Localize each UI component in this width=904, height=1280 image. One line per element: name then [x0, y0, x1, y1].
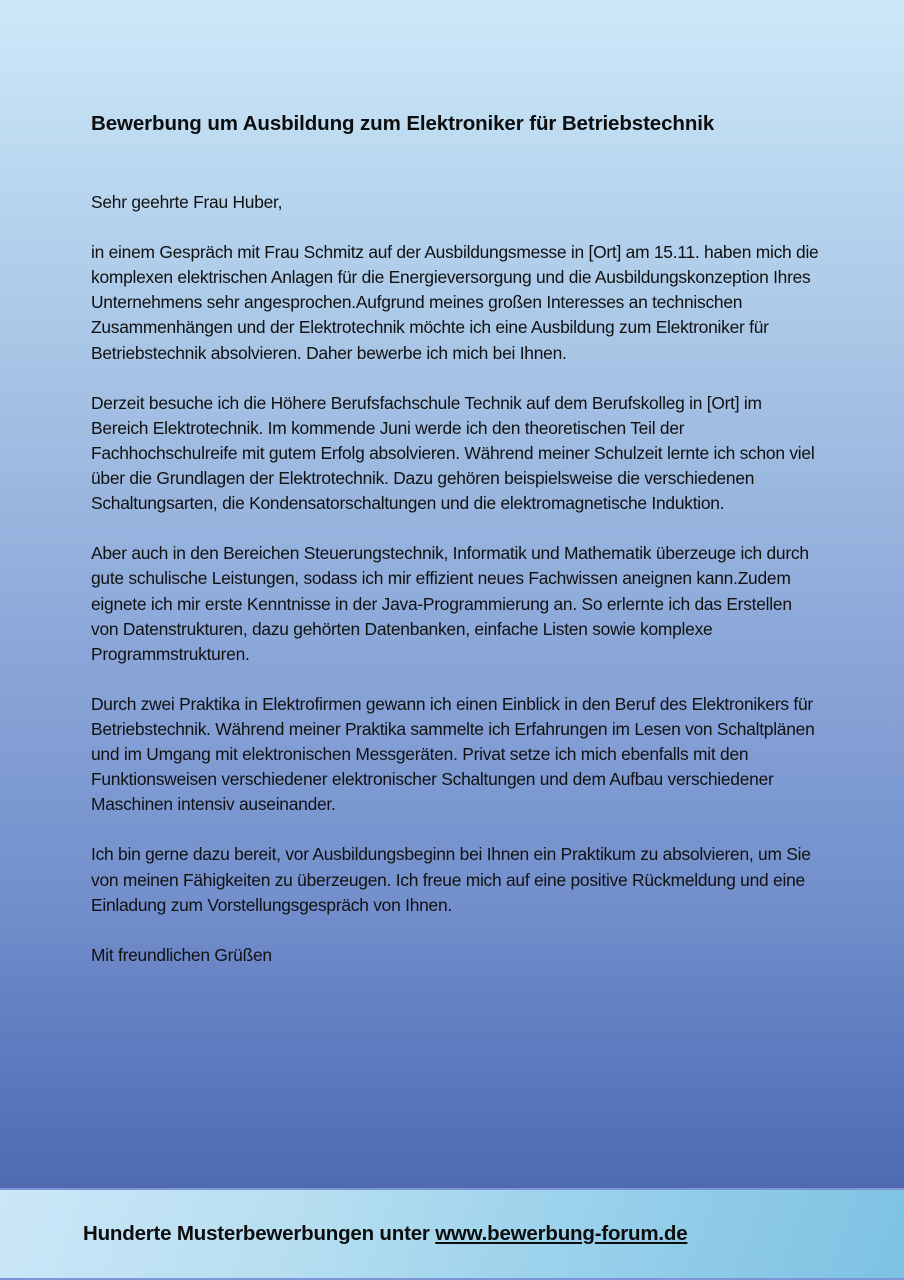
paragraph-school: Derzeit besuche ich die Höhere Berufsfachschule Technik auf dem Berufskolleg in [Ort] im Bereich Elektrotechnik. Im kommende Juni werde ich den theoretischen Teil der Fachhochschulreife mit gutem Erfolg absolvieren. Während meiner Schulzeit lernte ich schon viel über die Grundlagen der Elektrotechnik. Dazu gehören beispielsweise die verschiedenen Schaltungsarten, die Kondensatorschaltungen und die elektromagnetische Induktion. [91, 392, 815, 514]
footer-banner [0, 1188, 904, 1280]
paragraph-closing: Ich bin gerne dazu bereit, vor Ausbildungsbeginn bei Ihnen ein Praktikum zu absolvieren, um Sie von meinen Fähigkeiten zu überzeugen. Ich freue mich auf eine positive Rückmeldung und eine Einladung zum Vorstellungsgespräch von Ihnen. [91, 844, 811, 915]
letter-body [91, 190, 821, 993]
closing-greeting: Mit freundlichen Grüßen [91, 944, 272, 965]
paragraph-internships: Durch zwei Praktika in Elektrofirmen gewann ich einen Einblick in den Beruf des Elektronikers für Betriebstechnik. Während meiner Praktika sammelte ich Erfahrungen im Lesen von Schaltplänen und im Umgang mit elektronischen Messgeräten. Privat setze ich mich ebenfalls mit den Funktionsweisen verschiedener elektronischer Schaltungen und dem Aufbau verschiedener Maschinen intensiv auseinander. [91, 693, 815, 815]
footer-promo-text: Hunderte Musterbewerbungen unter [83, 1222, 436, 1245]
footer-website-link[interactable]: www.bewerbung-forum.de [435, 1222, 688, 1245]
document-title: Bewerbung um Ausbildung zum Elektroniker für Betriebstechnik [91, 112, 715, 135]
salutation: Sehr geehrte Frau Huber, [91, 192, 283, 212]
footer-promo [83, 1222, 687, 1246]
paragraph-intro: in einem Gespräch mit Frau Schmitz auf der Ausbildungsmesse in [Ort] am 15.11. haben mich die komplexen elektrischen Anlagen für die Energieversorgung und die Ausbildungskonzeption Ihres Unternehmens sehr angesprochen.Aufgrund meines großen Interesses an technischen Zusammenhängen und der Elektrotechnik möchte ich eine Ausbildung zum Elektroniker für Betriebstechnik absolvieren. Daher bewerbe ich mich bei Ihnen. [91, 242, 819, 363]
paragraph-skills: Aber auch in den Bereichen Steuerungstechnik, Informatik und Mathematik überzeuge ich durch gute schulische Leistungen, sodass ich mir effizient neues Fachwissen aneignen kann.Zudem eignete ich mir erste Kenntnisse in der Java-Programmierung an. So erlernte ich das Erstellen von Datenstrukturen, dazu gehörten Datenbanken, einfache Listen sowie komplexe Programmstrukturen. [91, 543, 809, 664]
